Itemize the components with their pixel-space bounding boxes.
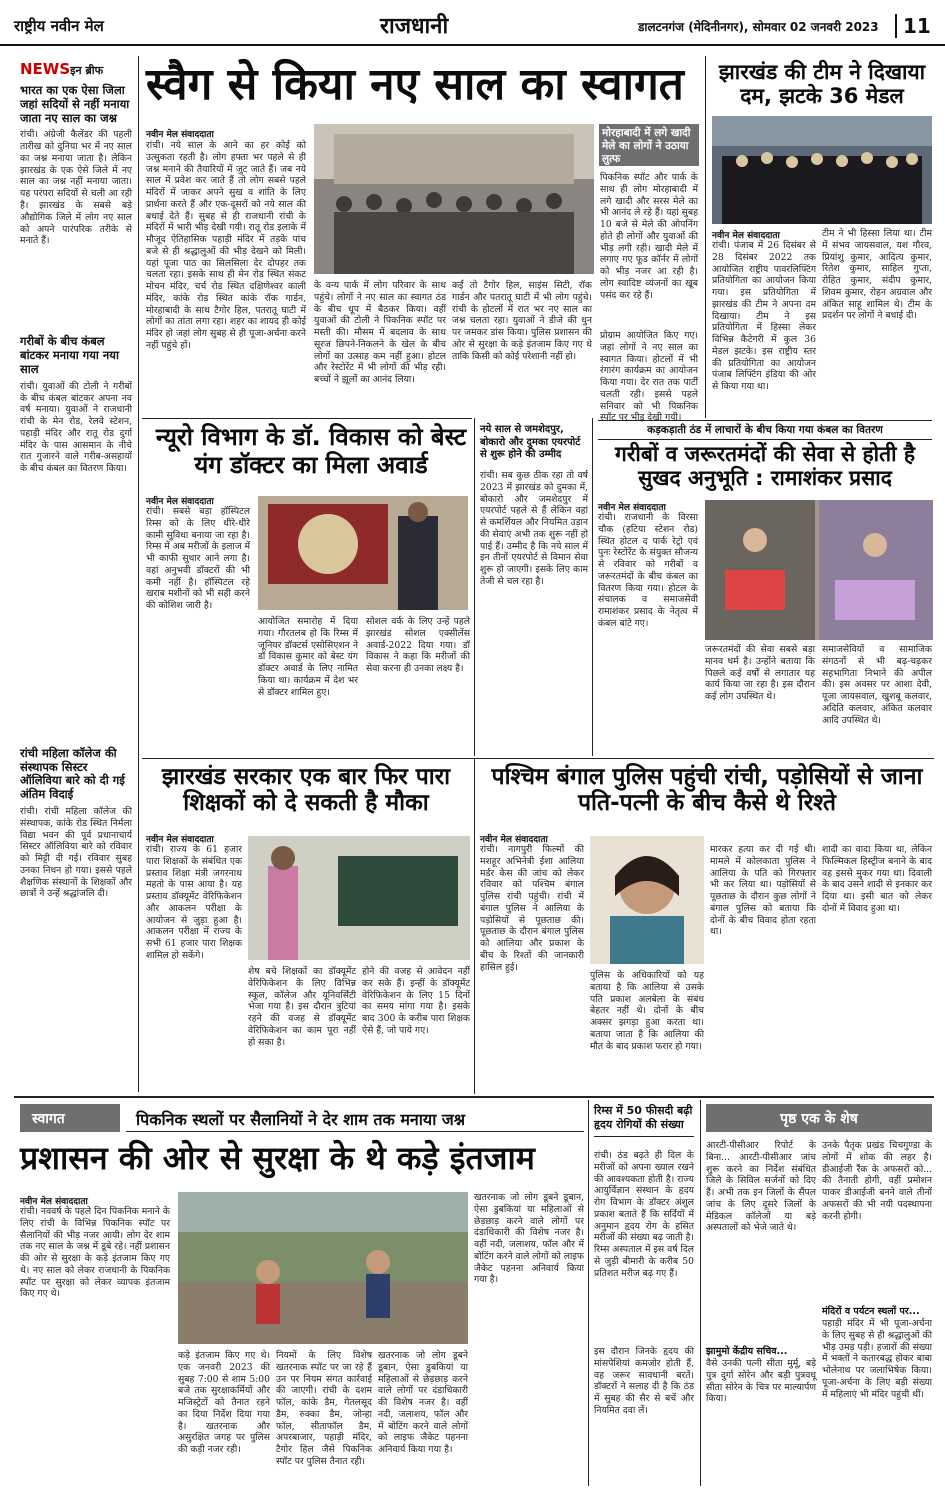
rims-body: रांची। ठंड बढ़ते ही दिल के मरीजों को अपना ख्याल रखने की आवश्यकता होती है। राज्य आयुर्विज्ञान संस्थान के हृदय रोग विभाग के डॉक्टर अंशुल प्रकाश बताते हैं कि सर्दियों में अनुमान हृदय रोग के हसित मरीजों की संख्या बढ़ जाती है। रिम्स अस्पताल में इस वर्ष दिल से जुड़ी बीमारी के करीब 50 प्रतिशत मरीज बढ़ गए हैं।	[594, 1150, 694, 1279]
news-label-suffix: इन ब्रीफ	[70, 64, 104, 77]
sports-byline: नवीन मेल संवाददाता	[712, 231, 780, 241]
news-brief-label	[20, 60, 132, 78]
vikas-byline: नवीन मेल संवाददाता	[146, 497, 214, 507]
continued-body4: पहाड़ी मंदिर में भी पूजा-अर्चना के लिए सुबह से ही श्रद्धालुओं की भीड़ उमड़ पड़ी। हजारों की संख्या में भक्तों ने कतारबद्ध होकर बाबा भोलेनाथ पर जलाभिषेक किया। पूजा-अर्चना के लिए बड़ी संख्या में महिलाएं भी मंदिर पहुंची थीं।	[822, 1318, 932, 1400]
brief-headline: रांची महिला कॉलेज की संस्थापक सिस्टर ऑलिविया बारे को दी गई अंतिम विदाई	[20, 745, 125, 802]
blanket-headline: गरीबों व जरूरतमंदों की सेवा से होती है सुखद अनुभूति : रामाशंकर प्रसाद	[615, 442, 915, 491]
bengal-body4: शादी का वादा किया था, लेकिन फिल्मिकल हिस्ट्रीज बनाने के बाद वह इससे मुकर गया था। दिवाली के बाद उसने शादी से इनकार कर दिया था। इसी बात को लेकर दोनों में विवाद हुआ था।	[822, 844, 932, 914]
medal-team-photo	[712, 116, 932, 224]
picnic-security-photo	[178, 1192, 468, 1344]
picnic-strip-label: स्वागत	[20, 1104, 120, 1132]
rims-kicker: रिम्स में 50 फीसदी बढ़ी हृदय रोगियों की संख्या	[594, 1104, 694, 1137]
picnic-body2: कड़े इंतजाम किए गए थे। एक जनवरी 2023 की सुबह 7:00 से शाम 5:00 बजे तक सुरक्षाकर्मियों और मजिस्ट्रेटों को तैनात रहने का दिया निर्देश दिया गया है। खतरनाक और असुरक्षित जगह पर पुलिस की कड़ी नजर रही।	[178, 1350, 270, 1456]
blanket-body3: समाजसेवियों व सामाजिक संगठनों से भी बढ़-चढ़कर सहभागिता निभाने की अपील की। इस अवसर पर आशा देवी, पूजा जायसवाल, खुशबू कलवार, अदिति कलवार, अंकित कलवार आदि उपस्थित थे।	[822, 644, 932, 726]
vikas-body3: सोशल वर्क के लिए उन्हें पहले झारखंड सोशल एक्सीलेंस अवार्ड-2022 दिया गया। डॉ विकास ने कहा कि मरीजों की सेवा करना ही उनका लक्ष्य है।	[366, 616, 470, 675]
bengal-body3: मारकर हत्या कर दी गई थी। मामले में कोलकाता पुलिस ने आलिया के पति को गिरफ्तार भी कर लिया था। पड़ोसियों से पूछताछ के दौरान कुछ लोगों ने बंगाल पुलिस को बताया कि दोनों के बीच विवाद होता रहता था।	[710, 844, 816, 938]
brief-headline: भारत का एक ऐसा जिला जहां सदियों से नहीं मनाया जाता नए साल का जश्न	[20, 83, 130, 125]
lead-body-col2: के वन्य पार्क में लोग परिवार के साथ पहुंचे। लोगों ने नए साल का स्वागत ठंड के बीच धूप में बैठकर किया। वहीं युवाओं की टोली ने पिकनिक स्पॉट पर मस्ती की। मौसम में बदलाव के साथ सूरज छिपने-निकलने के खेल के बीच लोगों का उत्साह कम नहीं हुआ। होटल और रेस्टोरेंट में भी लोगों की भीड़ रही। बच्चों ने झूलों का आनंद लिया।	[314, 280, 446, 386]
teacher-byline: नवीन मेल संवाददाता	[146, 835, 214, 845]
blanket-distribution-photo	[705, 500, 933, 640]
sports-headline: झारखंड की टीम ने दिखाया दम, झटके 36 मेडल	[718, 60, 926, 109]
news-label-text: NEWS	[20, 60, 71, 78]
airport-body: रांची। सब कुछ ठीक रहा तो वर्ष 2023 में झारखंड को दुमका में, बोकारो और जमशेदपुर में एयरपोर्ट पहले से हैं लेकिन वहां से कमर्शियल और नियमित उड़ान की सेवाएं अभी तक शुरू नहीं हो पाई हैं। उम्मीद है कि नये साल में इन तीनों एयरपोर्ट से विमान सेवा शुरू हो जाएगी। इसके लिए काम तेजी से चल रहा है।	[480, 470, 588, 587]
lead-headline: स्वैग से किया नए साल का स्वागत	[146, 59, 684, 110]
classroom-photo	[248, 836, 470, 960]
sports-body: रांची। पंजाब में 26 दिसंबर से 28 दिसंबर 2022 तक आयोजित राष्ट्रीय पावरलिफ्टिंग प्रतियोगिता का आयोजन किया गया। इस प्रतियोगिता में झारखंड की टीम ने अपना दम दिखाया। टीम ने इस प्रतियोगिता में हिस्सा लेकर विभिन्न कैटेगरी में कुल 36 मेडल झटके। इस राष्ट्रीय स्तर की प्रतियोगिता का आयोजन पंजाब लिफ्टिंग इंडिया की ओर से किया गया था।	[712, 240, 816, 393]
lead-byline: नवीन मेल संवाददाता	[146, 130, 214, 140]
continued-label: पृष्ठ एक के शेष	[706, 1104, 932, 1132]
column-divider	[588, 1100, 589, 1486]
award-ceremony-photo	[258, 496, 468, 610]
khadi-headline: मोरहाबादी में लगे खादी मेले का लोगों ने उठाया लुत्फ	[599, 124, 699, 166]
column-divider	[138, 56, 139, 1092]
brief-body: रांची। अंग्रेजी कैलेंडर की पहली तारीख को दुनिया भर में नए साल का जश्न मनाया जाता है। लेकिन झारखंड के एक ऐसे जिले में नए साल का जश्न नहीं मनाया जाता। यह परंपरा सदियों से चली आ रही है। झारखंड के सबसे बड़े औद्योगिक जिले में लोग नए साल को अपने पारंपरिक तरीके से मनाते हैं।	[20, 129, 132, 247]
airport-headline: नये साल से जमशेदपुर, बोकारो और दुमका एयरपोर्ट से शुरू होने की उम्मीद	[480, 424, 581, 460]
lead-body-col3: कर्ई तो टैगोर हिल, साइंस सिटी, रॉक गार्डन और पतरातू घाटी में भी लोग पहुंचे। रांची के होटलों में रात भर नए साल का जश्न चलता रहा। युवाओं ने डीजे की धुन पर जमकर डांस किया। पुलिस प्रशासन की ओर से सुरक्षा के कड़े इंतजाम किए गए थे ताकि किसी को कोई परेशानी नहीं हो।	[452, 280, 592, 362]
bengal-byline: नवीन मेल संवाददाता	[480, 835, 548, 845]
blanket-kicker: कड़कड़ाती ठंड में लाचारों के बीच किया गया कंबल का वितरण	[598, 420, 932, 440]
blanket-body: रांची। राजधानी के विरसा चौक (हटिया स्टेशन रोड) स्थित होटल द पार्क रेट्रो एवं पुनः रेस्टोरेंट के संयुक्त सौजन्य से रविवार को गरीबों व जरूरतमंदों के बीच कंबल का वितरण किया गया। होटल के संचालक व समाजसेवी रामाशंकर प्रसाद के नेतृत्व में कंबल बांटे गए।	[598, 512, 698, 629]
picnic-body3: नियमों के लिए विशेष खतरनाक स्पॉट पर जा रहे हैं उन पर नियम संगत कार्रवाई की जाएगी। रांची के दशम फॉल, कांके डैम, गेतलसूद डैम, रुक्का डैम, जोन्हा फॉल, सीताफॉल डैम, अपरबाजार, पहाड़ी मंदिर, टैगोर हिल जैसे पिकनिक स्पॉट पर पुलिस तैनात रही।	[276, 1350, 372, 1467]
vikas-body: रांची। सबसे बड़ा हॉस्पिटल रिम्स को के लिए धीरे-धीरे कामी सुविधा बनाया जा रहा है। रिम्स में अब मरीजों के इलाज में भी काफी सुधार आने लगा है। वहां अनुभवी डॉक्टरों की भी कमी नहीं है। हॉस्पिटल रहे खराब मशीनों को भी सही करने की कोशिश जारी है।	[146, 506, 250, 612]
brand-name: राष्ट्रीय नवीन मेल	[14, 17, 104, 35]
bengal-body2: पुलिस के अधिकारियों को यह बताया है कि आलिया से उसके पति प्रकाश अलबेला के संबंध बेहतर नहीं थे। दोनों के बीच अक्सर झगड़ा हुआ करता था। बताया जाता है कि आलिया की मौत के बाद प्रकाश फरार हो गया।	[590, 970, 704, 1052]
column-divider	[700, 1100, 701, 1486]
continued-body3: उनके पैतृक प्रखंड चिचगुण्डा के लोगों में शोक की लहर है। डीआईजी रैंक के अफसरों को... की तैनाती होगी, वहीं प्रमोशन पाकर डीआईजी बनने वाले तीनों अफसरों की भी नयी पदस्थापना करनी होगी।	[822, 1140, 932, 1222]
continued-subhead2: मंदिरों व पर्यटन स्थलों पर...	[822, 1306, 920, 1317]
rims-body2: इस दौरान जिनके हृदय की मांसपेशियां कमजोर होती हैं, वह जरूर सावधानी बरतें। डॉक्टरों ने सलाह दी है कि ठंड में सुबह की सैर से बचें और नियमित दवा लें।	[594, 1346, 694, 1416]
brief-body: रांची। रांची महिला कॉलेज की संस्थापक, कांके रोड स्थित निर्मला विद्या भवन की पूर्व प्रधानाचार्य सिस्टर ऑलिविया बारे को रविवार को मिट्टी दी गई। रविवार सुबह उनका निधन हो गया। इससे पहले शैक्षणिक संस्थानों के शिक्षकों और छात्रों ने उन्हें श्रद्धांजलि दी।	[20, 805, 132, 900]
column-divider	[705, 56, 706, 418]
picnic-body: रांची। नववर्ष के पहले दिन पिकनिक मनाने के लिए रांची के विभिन्न पिकनिक स्पॉट पर सैलानियों की भीड़ नजर आयी। लोग देर शाम तक नए साल के जश्न में डूबे रहे। नहीं प्रशासन की ओर से सुरक्षा के कड़े इंतजाम किए गए थे। नए साल को लेकर राजधानी के पिकनिक स्पॉट पर सुरक्षा को लेकर व्यापक इंतजाम किए गए थे।	[20, 1206, 170, 1300]
teacher-body3: होने की वजह से आवेदन नहीं कर सके हैं। इन्हीं के डॉक्यूमेंट वेरिफिकेशन के लिए 15 दिनों का समय मांगा गया है। इसके बाद 300 के करीब पारा शिक्षक ऐसे हैं, जो पाये गए।	[362, 966, 470, 1036]
vikas-headline: न्यूरो विभाग के डॉ. विकास को बेस्ट यंग डॉक्टर का मिला अवार्ड	[155, 423, 467, 479]
continued-body2: वैसे उनकी पत्नी सीता मुर्मू, बड़े पुत्र दुर्गा सोरेन और बड़ी पुत्रवधू सीता सोरेन के चित्र पर माल्यार्पण किया।	[706, 1358, 816, 1405]
section-title: राजधानी	[380, 13, 449, 39]
picnic-headline: प्रशासन की ओर से सुरक्षा के थे कड़े इंतजाम	[20, 1139, 535, 1177]
picnic-body4: खतरनाक जो लोग डूबने डूबान, ऐसा डुबकियां या महिलाओं से छेड़छाड़ करने वाले लोगों पर दंडाधिकारी की विशेष नजर है। वहीं नदी, जलाशय, फॉल और में बोटिंग करने वाले लोगों को लाइफ जैकेट पहनना अनिवार्य किया गया है।	[474, 1192, 584, 1286]
picnic-body4-a: खतरनाक जो लोग डूबने डूबान, ऐसा डुबकियां या महिलाओं से छेड़छाड़ करने वाले लोगों पर दंडाधिकारी की विशेष नजर है। वहीं नदी, जलाशय, फॉल और में बोटिंग करने वाले लोगों को लाइफ जैकेट पहनना अनिवार्य किया गया है।	[378, 1350, 468, 1456]
khadi-body: पिकनिक स्पॉट और पार्क के साथ ही लोग मोरहाबादी में लगे खादी और सरस मेले का भी आनंद ले रहे हैं। यहां सुबह 10 बजे से मेले की ओपनिंग होते ही लोगों और युवाओं की भीड़ लगी रही। खादी मेले में लगाए गए फूड कॉर्नर में लोगों को भीड़ नजर आ रही है। लोग स्वादिष्ट व्यंजनों का खूब पसंद कर रहे हैं।	[600, 172, 698, 301]
continued-body: आरटी-पीसीआर रिपोर्ट के बिना... आरटी-पीसीआर जांच शुरू करने का निर्देश संबंधित जिले के सिविल सर्जनों को दिए हैं। अभी तक इन जिलों के सैंपल जांच के लिए दूसरे जिलों के मेडिकल कॉलेजों या बड़े अस्पतालों को भेजे जाते थे।	[706, 1140, 816, 1234]
dateline: डालटनगंज (मेदिनीनगर), सोमवार 02 जनवरी 2023	[638, 20, 879, 34]
column-divider	[474, 418, 475, 756]
brief-headline: गरीबों के बीच कंबल बांटकर मनाया गया नया साल	[20, 334, 119, 376]
new-year-crowd-photo	[314, 124, 594, 274]
bengal-headline: पश्चिम बंगाल पुलिस पहुंची रांची, पड़ोसियों से जाना पति-पत्नी के बीच कैसे थे रिश्ते	[491, 764, 923, 817]
bengal-body: रांची। नागपुरी फिल्मों की मशहूर अभिनेत्री ईशा आलिया मर्डर केस की जांच को लेकर रविवार को पश्चिम बंगाल पुलिस रांची पहुंची। रांची में बंगाल पुलिस ने आलिया के पड़ोसियों से पूछताछ की। पूछताछ के दौरान बंगाल पुलिस को आलिया और प्रकाश के बीच के रिश्तों की जानकारी हासिल हुई।	[480, 844, 584, 973]
blanket-byline: नवीन मेल संवाददाता	[598, 503, 666, 513]
sports-body2: टीम ने भी हिस्सा लिया था। टीम में संभव जायसवाल, यश गौरव, प्रियांशु कुमार, आदित्य कुमार, रितेश कुमार, साहिल गुप्ता, रोहित कुमार, संदीप कुमार, शिवम कुमार, रोहन अग्रवाल और अंकित साहू शामिल थे। टीम के प्रदर्शन पर लोगों ने बधाई दी।	[822, 228, 932, 322]
continued-subhead: झामुमो केंद्रीय सचिव...	[706, 1346, 788, 1357]
page-number: 11	[895, 14, 931, 38]
blanket-body2: जरूरतमंदों की सेवा सबसे बड़ा मानव धर्म है। उन्होंने बताया कि पिछले कई वर्षों से लगातार यह कार्य किया जा रहा है। इस दौरान कई लोग उपस्थित थे।	[705, 644, 815, 703]
teacher-body: रांची। राज्य के 61 हजार पारा शिक्षकों के संबंधित एक प्रस्ताव शिक्षा मंत्री जगरनाथ महतो के पास आया है। यह प्रस्ताव डॉक्यूमेंट वेरिफिकेशन और आकलन परीक्षा के आयोजन से जुड़ा हुआ है। आकलन परीक्षा में राज्य के सभी 61 हजार पारा शिक्षक शामिल हो सकेंगे।	[146, 844, 242, 961]
vikas-body2: आयोजित समारोह में दिया गया। गौरतलब हो कि रिम्स में जूनियर डॉक्टर्स एसोसिएशन ने डॉ विकास कुमार को बेस्ट यंग डॉक्टर अवार्ड के लिए नामित किया था। कार्यक्रम में देश भर से डॉक्टर शामिल हुए।	[258, 616, 358, 698]
column-divider	[592, 418, 593, 756]
picnic-kicker: पिकनिक स्थलों पर सैलानियों ने देर शाम तक मनाया जश्न	[126, 1104, 584, 1132]
picnic-byline: नवीन मेल संवाददाता	[20, 1197, 88, 1207]
lead-body: रांची। नये साल के आने का हर कोई को उत्सुकता रहती है। लोग हफ्ता भर पहले से ही जश्न मनाने की तैयारियों में जुट जाते हैं। जब नये साल में प्रवेश कर जाते हैं तो लोग सबसे पहले मंदिरों में जाकर अपने सुख व शांति के लिए प्रार्थना करते हैं और एक-दूसरों को नये साल की बधाई देते हैं। सुबह से ही राजधानी रांची के मंदिरों में भारी भीड़ देखी गयी। रातू रोड इलाके में मौजूद ऐतिहासिक पहाड़ी मंदिर में तड़के पांच बजे से ही श्रद्धालुओं की भीड़ देखने को मिली। यहां पूजा पाठ का सिलसिला देर दोपहर तक चलता रहा। इसके साथ ही मेन रोड स्थित संकट मोचन मंदिर, चर्च रोड स्थित दक्षिणेश्वर काली मंदिर, कांके रोड स्थित कांके रॉक गार्डन, मोरहाबादी के साथ टैगोर हिल, पतरातू घाटी में लोगों का तांता लगा रहा। शहर का शायद ही कोई मंदिर हो जहां लोग सुबह से ही पूजा-अर्चना करने नहीं पहुंचे हों।	[146, 140, 306, 352]
column-divider	[474, 758, 475, 1094]
section-divider	[14, 1096, 934, 1098]
teacher-headline: झारखंड सरकार एक बार फिर पारा शिक्षकों को दे सकती है मौका	[161, 764, 451, 817]
section-divider	[142, 418, 472, 419]
brief-body: रांची। युवाओं की टोली ने गरीबों के बीच कंबल बांटकर अपना नव वर्ष मनाया। युवाओं ने राजधानी रांची के मेन रोड, रेलवे स्टेशन, पहाड़ी मंदिर और रातू रोड दुर्गा मंदिर के पास आसमान के नीचे रात गुजारने वाले गरीब-असहायों के बीच कंबल का वितरण किया।	[20, 380, 132, 475]
section-divider	[142, 758, 934, 759]
actress-photo	[590, 836, 704, 964]
news-brief-column	[20, 60, 132, 1090]
teacher-body2: शेष बचे शिक्षकों का डॉक्यूमेंट वेरिफिकेशन के लिए विभिन्न स्कूल, कॉलेज और यूनिवर्सिटी भेजा गया है। इस दौरान त्रुटियां रहने की वजह से डॉक्यूमेंट वेरिफिकेशन का काम पूरा नहीं हो सका है।	[248, 966, 356, 1048]
khadi-body2: प्रोग्राम आयोजित किए गए। जहां लोगों ने नए साल का स्वागत किया। होटलों में भी रंगारंग कार्यक्रम का आयोजन किया गया। देर रात तक पार्टी चलती रही। इससे पहले सनिवार को भी पिकनिक स्पॉट पर भीड़ देखी गयी।	[600, 330, 698, 424]
